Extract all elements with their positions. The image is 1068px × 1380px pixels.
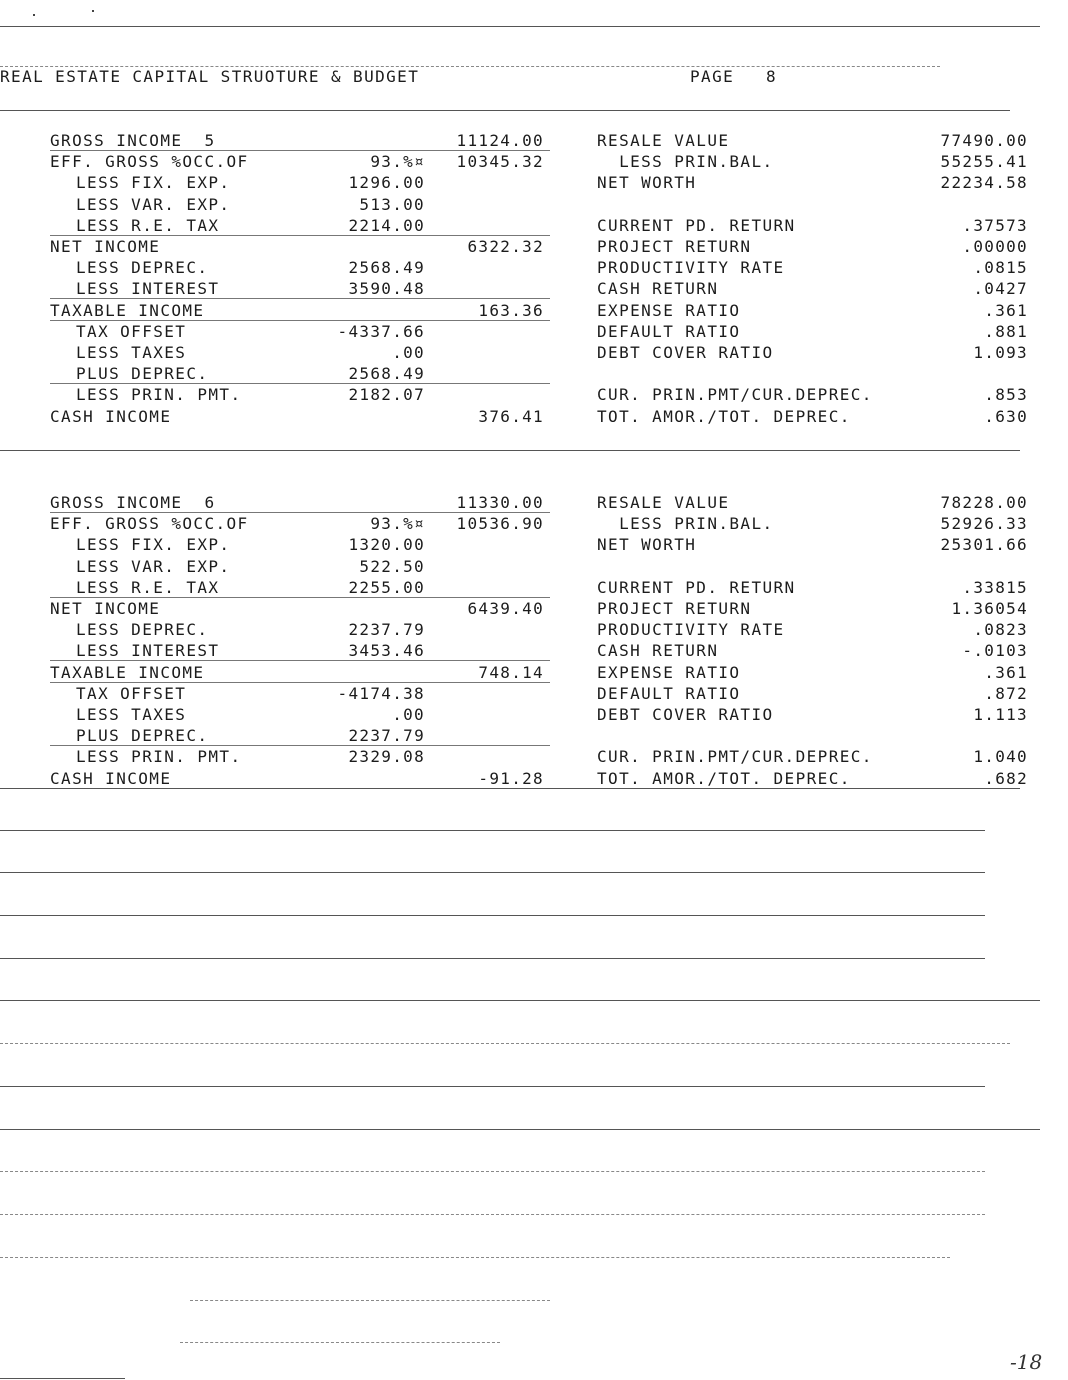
metric-label: LESS PRIN.BAL. <box>597 152 774 172</box>
budget-row <box>0 363 1068 384</box>
rule-line <box>0 788 1020 789</box>
metric-label: PRODUCTIVITY RATE <box>597 620 785 640</box>
line-item-label: LESS DEPREC. <box>76 620 209 640</box>
line-item-amount: 2568.49 <box>348 364 425 384</box>
metric-value: .33815 <box>962 577 1028 597</box>
line-item-amount: 93.%¤ <box>370 514 425 534</box>
budget-row <box>0 619 1068 640</box>
budget-row <box>0 215 1068 236</box>
line-item-total: 11330.00 <box>456 493 544 512</box>
metric-label: CUR. PRIN.PMT/CUR.DEPREC. <box>597 747 873 767</box>
line-item-amount: 2182.07 <box>348 385 425 405</box>
line-item-label: LESS DEPREC. <box>76 258 209 278</box>
rule-line <box>0 1086 985 1087</box>
metric-label: TOT. AMOR./TOT. DEPREC. <box>597 768 851 788</box>
metric-value: .0815 <box>973 258 1028 278</box>
line-item-amount: 2255.00 <box>348 577 425 597</box>
budget-row <box>0 725 1068 746</box>
metric-label: DEBT COVER RATIO <box>597 343 774 362</box>
metric-value: .00000 <box>962 237 1028 256</box>
line-item-amount: 513.00 <box>359 194 425 214</box>
line-item-total: 11124.00 <box>456 131 544 150</box>
metric-label: PROJECT RETURN <box>597 599 752 618</box>
line-item-label: TAXABLE INCOME <box>50 300 205 320</box>
budget-row <box>0 151 1068 172</box>
line-item-amount: .00 <box>392 705 425 724</box>
line-item-label: LESS VAR. EXP. <box>76 556 231 576</box>
metric-value: .361 <box>984 300 1028 320</box>
line-item-amount: 2568.49 <box>348 258 425 278</box>
budget-row <box>0 406 1068 427</box>
line-item-amount: 3453.46 <box>348 641 425 661</box>
line-item-total: 6439.40 <box>467 599 544 618</box>
line-item-amount: 1296.00 <box>348 173 425 193</box>
line-item-label: EFF. GROSS %OCC.OF <box>50 514 249 534</box>
metric-label: EXPENSE RATIO <box>597 300 741 320</box>
metric-value: .361 <box>984 662 1028 682</box>
line-item-label: NET INCOME <box>50 237 161 256</box>
line-item-label: LESS R.E. TAX <box>76 577 220 597</box>
line-item-label: EFF. GROSS %OCC.OF <box>50 152 249 172</box>
metric-label: NET WORTH <box>597 535 697 555</box>
rule-line <box>0 450 1020 451</box>
line-item-label: PLUS DEPREC. <box>76 726 209 746</box>
budget-row <box>0 768 1068 789</box>
report-title: REAL ESTATE CAPITAL STRUOTURE & BUDGET <box>0 67 420 86</box>
budget-row <box>0 704 1068 725</box>
rule-line <box>0 830 985 831</box>
metric-value: .853 <box>984 385 1028 405</box>
metric-value: .630 <box>984 406 1028 426</box>
budget-row <box>0 172 1068 193</box>
metric-value: 25301.66 <box>940 535 1028 555</box>
metric-value: -.0103 <box>962 641 1028 661</box>
metric-label: DEFAULT RATIO <box>597 683 741 703</box>
rule-line <box>180 1342 500 1343</box>
speck <box>33 14 35 16</box>
rule-line <box>0 958 985 959</box>
line-item-label: CASH INCOME <box>50 406 172 426</box>
line-item-amount: 2214.00 <box>348 215 425 235</box>
budget-row <box>0 598 1068 619</box>
metric-label: DEBT COVER RATIO <box>597 705 774 724</box>
line-item-amount: 3590.48 <box>348 279 425 299</box>
line-item-amount: 93.%¤ <box>370 152 425 172</box>
line-item-label: TAX OFFSET <box>76 683 187 703</box>
metric-label: CASH RETURN <box>597 641 719 661</box>
line-item-label: LESS TAXES <box>76 705 187 724</box>
line-item-label: CASH INCOME <box>50 768 172 788</box>
line-item-total: 748.14 <box>478 662 544 682</box>
rule-line <box>0 1378 125 1379</box>
line-item-total: 163.36 <box>478 300 544 320</box>
metric-value: 1.093 <box>973 343 1028 362</box>
metric-value: 77490.00 <box>940 131 1028 150</box>
metric-value: 55255.41 <box>940 152 1028 172</box>
rule-line <box>190 1300 550 1301</box>
budget-row <box>0 257 1068 278</box>
metric-value: 52926.33 <box>940 514 1028 534</box>
metric-label: PROJECT RETURN <box>597 237 752 256</box>
metric-value: 22234.58 <box>940 173 1028 193</box>
line-item-label: TAXABLE INCOME <box>50 662 205 682</box>
line-item-label: LESS PRIN. PMT. <box>76 385 242 405</box>
line-item-label: LESS FIX. EXP. <box>76 173 231 193</box>
line-item-amount: .00 <box>392 343 425 362</box>
line-item-amount: -4337.66 <box>337 321 425 341</box>
line-item-total: 376.41 <box>478 406 544 426</box>
metric-label: RESALE VALUE <box>597 493 730 512</box>
metric-value: .37573 <box>962 215 1028 235</box>
budget-row <box>0 384 1068 405</box>
metric-value: 1.113 <box>973 705 1028 724</box>
line-item-amount: -4174.38 <box>337 683 425 703</box>
line-item-label: GROSS INCOME 6 <box>50 493 216 512</box>
rule-line <box>0 872 985 873</box>
metric-label: CASH RETURN <box>597 279 719 299</box>
budget-row <box>0 746 1068 767</box>
page-number: 8 <box>766 67 778 86</box>
rule-line <box>0 1129 1040 1130</box>
budget-row <box>0 513 1068 534</box>
metric-label: PRODUCTIVITY RATE <box>597 258 785 278</box>
budget-row <box>0 342 1068 363</box>
line-item-amount: 2237.79 <box>348 726 425 746</box>
line-item-total: -91.28 <box>478 768 544 788</box>
metric-label: TOT. AMOR./TOT. DEPREC. <box>597 406 851 426</box>
budget-row <box>0 278 1068 299</box>
metric-value: 1.040 <box>973 747 1028 767</box>
line-item-label: LESS TAXES <box>76 343 187 362</box>
metric-value: 1.36054 <box>951 599 1028 618</box>
rule-line <box>0 110 1010 111</box>
budget-row <box>0 321 1068 342</box>
metric-value: .0823 <box>973 620 1028 640</box>
rule-line <box>0 1257 950 1258</box>
line-item-label: TAX OFFSET <box>76 321 187 341</box>
speck <box>92 10 94 12</box>
metric-label: CUR. PRIN.PMT/CUR.DEPREC. <box>597 385 873 405</box>
rule-line <box>0 1214 985 1215</box>
line-item-label: LESS PRIN. PMT. <box>76 747 242 767</box>
handwritten-page-note: -18 <box>1010 1350 1043 1374</box>
rule-line <box>0 915 985 916</box>
metric-value: .881 <box>984 321 1028 341</box>
budget-row <box>0 194 1068 215</box>
line-item-label: PLUS DEPREC. <box>76 364 209 384</box>
metric-value: .0427 <box>973 279 1028 299</box>
line-item-amount: 522.50 <box>359 556 425 576</box>
budget-row <box>0 662 1068 683</box>
budget-row <box>0 236 1068 257</box>
line-item-amount: 1320.00 <box>348 535 425 555</box>
line-item-label: LESS INTEREST <box>76 641 220 661</box>
line-item-amount: 2329.08 <box>348 747 425 767</box>
metric-label: LESS PRIN.BAL. <box>597 514 774 534</box>
budget-row <box>0 683 1068 704</box>
budget-row <box>0 577 1068 598</box>
metric-label: EXPENSE RATIO <box>597 662 741 682</box>
line-item-label: LESS VAR. EXP. <box>76 194 231 214</box>
page-label: PAGE <box>690 67 735 86</box>
budget-row <box>0 556 1068 577</box>
metric-value: .682 <box>984 768 1028 788</box>
line-item-label: LESS R.E. TAX <box>76 215 220 235</box>
line-item-label: NET INCOME <box>50 599 161 618</box>
budget-row <box>0 300 1068 321</box>
line-item-label: LESS INTEREST <box>76 279 220 299</box>
line-item-total: 10536.90 <box>456 514 544 534</box>
rule-line <box>0 1043 1010 1044</box>
metric-value: .872 <box>984 683 1028 703</box>
line-item-label: GROSS INCOME 5 <box>50 131 216 150</box>
metric-value: 78228.00 <box>940 493 1028 512</box>
budget-row <box>0 640 1068 661</box>
line-item-label: LESS FIX. EXP. <box>76 535 231 555</box>
rule-line <box>0 1171 985 1172</box>
rule-line <box>0 1000 1040 1001</box>
metric-label: RESALE VALUE <box>597 131 730 150</box>
line-item-total: 10345.32 <box>456 152 544 172</box>
metric-label: CURRENT PD. RETURN <box>597 215 796 235</box>
rule-line <box>0 26 1040 27</box>
metric-label: CURRENT PD. RETURN <box>597 577 796 597</box>
line-item-amount: 2237.79 <box>348 620 425 640</box>
line-item-total: 6322.32 <box>467 237 544 256</box>
budget-row <box>0 130 1068 151</box>
metric-label: NET WORTH <box>597 173 697 193</box>
metric-label: DEFAULT RATIO <box>597 321 741 341</box>
budget-row <box>0 534 1068 555</box>
budget-row <box>0 492 1068 513</box>
